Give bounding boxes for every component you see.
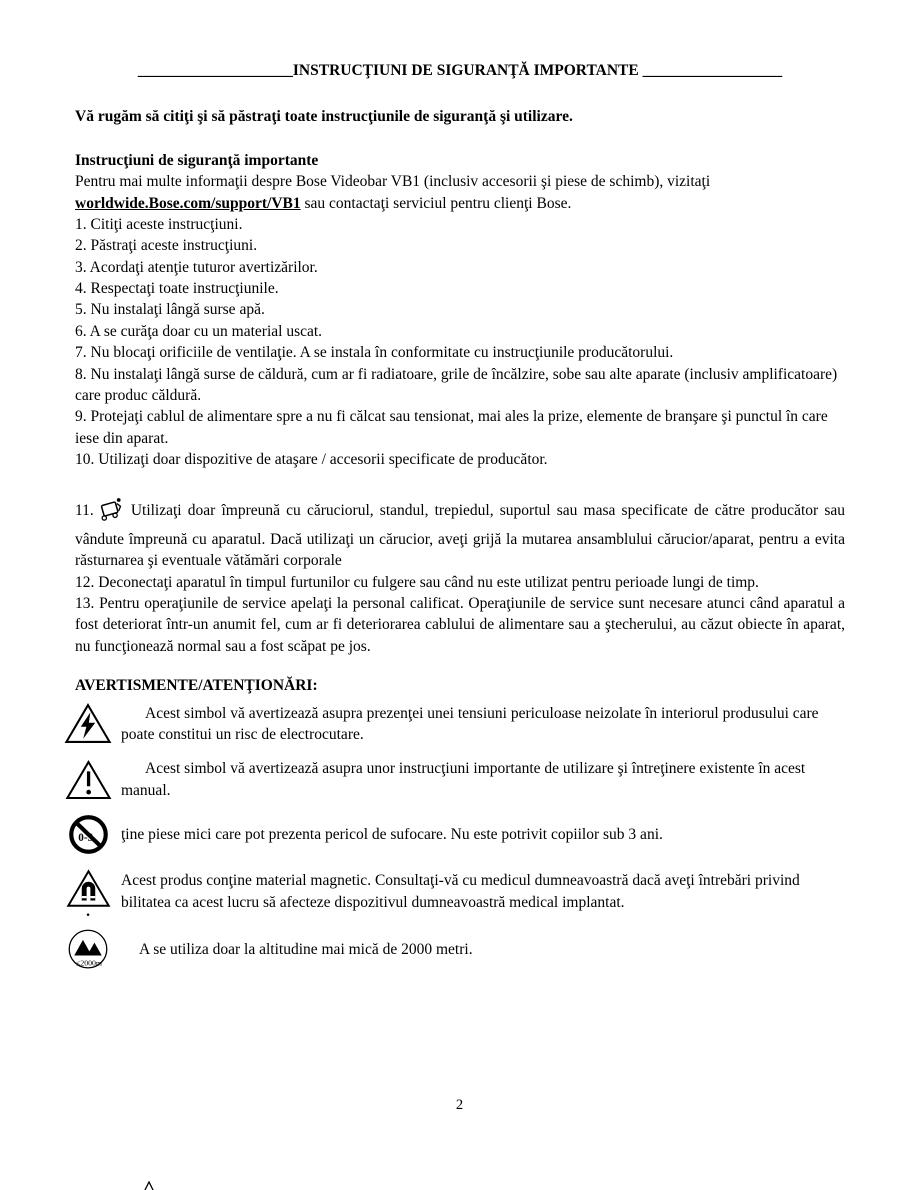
magnet-triangle-icon xyxy=(59,868,117,921)
instruction-item-1: 1. Citiţi aceste instrucţiuni. xyxy=(75,215,243,233)
support-link[interactable]: worldwide.Bose.com/support/VB1 xyxy=(75,194,301,212)
item11-text: Utilizaţi doar împreună cu căruciorul, standul, trepiedul, suportul sau masa specificate de către producător sau vândute împreună cu aparatul. Dacă utilizaţi un cărucior, aveţi grijă la mutarea ansamblului cărucior/aparat, pentru a evita răsturnarea şi eventuale vătămări corporale xyxy=(75,502,845,570)
altitude-limit-icon xyxy=(59,928,117,972)
choking-age-label: 0-3 xyxy=(77,832,93,845)
instruction-item-9: 9. Protejaţi cablul de alimentare spre a nu fi călcat sau tensionat, mai ales la prize, elemente de branşare şi punctul în care iese din aparat. xyxy=(75,408,828,447)
warning-item-magnetic xyxy=(59,868,845,921)
instruction-item-2: 2. Păstraţi aceste instrucţiuni. xyxy=(75,237,258,255)
more-info-paragraph xyxy=(75,171,845,214)
warning-text-line2: bilitatea ca acest lucru să afecteze dispozitivul dumneavoastră medical implantat. xyxy=(121,893,625,911)
spacer xyxy=(75,470,845,496)
warning-text: A se utiliza doar la altitudine mai mică de 2000 metri. xyxy=(139,941,473,959)
warning-text-line1: Acest produs conţine material magnetic. Consultaţi-vă cu medicul dumneavoastră dacă aveţi întrebări privind xyxy=(121,872,800,890)
choking-hazard-icon xyxy=(59,814,117,855)
stray-period: . xyxy=(86,903,90,921)
instruction-item-13: 13. Pentru operaţiunile de service apelaţi la personal calificat. Operaţiunile de service sunt necesare atunci când aparatul a fost deteriorat într-un anumit fel, cum ar fi deteriorarea cablului de alimentare sau a ştecherului, au căzut obiecte în aparat, nu funcţionează normal sau a fost scăpat pe jos. xyxy=(75,594,845,655)
title-underscores-right: __________________ xyxy=(638,62,783,79)
instruction-item-7: 7. Nu blocaţi orificiile de ventilaţie. A se instala în conformitate cu instrucţiunile producătorului. xyxy=(75,344,674,362)
instruction-item-4: 4. Respectaţi toate instrucţiunile. xyxy=(75,280,279,297)
warning-item-altitude xyxy=(59,928,845,972)
warning-item-attention xyxy=(59,758,845,801)
section-heading: Instrucţiuni de siguranţă importante xyxy=(75,151,319,169)
more-info-after: sau contactaţi serviciul pentru clienţi Bose. xyxy=(300,194,572,212)
title-underscores-left: ____________________ xyxy=(137,62,293,79)
warning-item-choking-hazard xyxy=(59,814,845,855)
instruction-item-8: 8. Nu instalaţi lângă surse de căldură, cum ar fi radiatoare, grile de încălzire, sobe sau alte aparate (inclusiv amplificatoare) care produc căldură. xyxy=(75,365,838,404)
title-text: INSTRUCŢIUNI DE SIGURANŢĂ IMPORTANTE xyxy=(292,62,639,79)
instruction-item-3: 3. Acordaţi atenţie tuturor avertizărilor. xyxy=(75,258,318,276)
warnings-heading: AVERTISMENTE/ATENŢIONĂRI: xyxy=(75,677,318,694)
instruction-item-5: 5. Nu instalaţi lângă surse apă. xyxy=(75,301,265,319)
page-title xyxy=(75,60,845,81)
warning-text: ţine piese mici care pot prezenta pericol de sufocare. Nu este potrivit copiilor sub 3 ani. xyxy=(121,825,663,843)
altitude-label: ≤2000m xyxy=(76,958,102,968)
instruction-item-12: 12. Deconectaţi aparatul în timpul furtunilor cu fulgere sau când nu este utilizat pentru perioade lungi de timp. xyxy=(75,573,759,591)
instruction-item-10: 10. Utilizaţi doar dispozitive de ataşare / accesorii specificate de producător. xyxy=(75,451,548,468)
spacer xyxy=(75,657,845,675)
more-info-before: Pentru mai multe informaţii despre Bose Videobar VB1 (inclusiv accesorii şi piese de schimb), vizitaţi xyxy=(75,173,711,191)
item11-number: 11. xyxy=(75,502,94,520)
next-page-triangle-tip-icon xyxy=(142,1177,156,1190)
warning-text: Acest simbol vă avertizează asupra prezenţei unei tensiuni periculoase neizolate în interiorul produsului care poate constitui un risc de electrocutare. xyxy=(121,704,819,743)
cart-tip-warning-icon xyxy=(98,496,125,528)
instruction-item-6: 6. A se curăţa doar cu un material uscat. xyxy=(75,322,323,340)
warning-text xyxy=(117,870,845,913)
warning-text: Acest simbol vă avertizează asupra unor instrucţiuni importante de utilizare şi întreţinere existente în acest manual. xyxy=(121,760,806,799)
warnings-list xyxy=(59,702,845,972)
instruction-item-11 xyxy=(75,496,845,571)
exclamation-triangle-icon xyxy=(59,759,117,801)
warning-item-electric-shock xyxy=(59,702,845,745)
electric-shock-triangle-icon xyxy=(59,702,117,745)
page-number: 2 xyxy=(455,1097,464,1113)
read-keep-notice: Vă rugăm să citiţi şi să păstraţi toate instrucţiunile de siguranţă şi utilizare. xyxy=(75,108,573,126)
